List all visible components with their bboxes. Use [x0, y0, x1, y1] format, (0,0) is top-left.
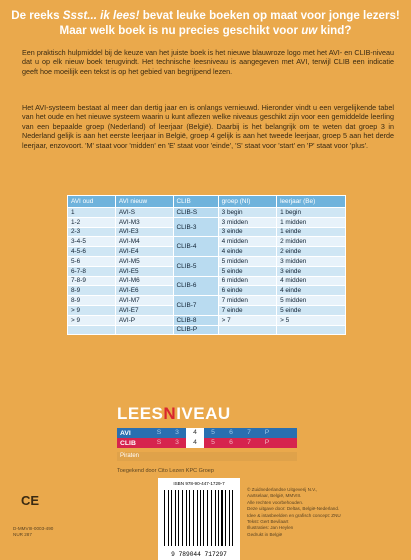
cell-leerjaar: 3 midden — [277, 256, 346, 266]
cell-avi-nieuw: AVI-M4 — [115, 237, 173, 247]
header-avi-oud: AVI oud — [68, 196, 116, 208]
cell-avi-oud: 1-2 — [68, 217, 116, 227]
barcode-stripe — [224, 490, 225, 546]
barcode-stripe — [182, 490, 184, 546]
isbn-barcode — [158, 478, 240, 560]
catalog-codes: D-MMVIII-0003-490 NUR 287 — [13, 526, 54, 537]
barcode-stripe — [227, 490, 228, 546]
cell-leerjaar: 4 einde — [277, 286, 346, 296]
table-row — [68, 237, 346, 247]
table-row — [68, 276, 346, 286]
level-scale — [117, 428, 297, 448]
leesniveau-logo: LEESNIVEAU — [117, 404, 231, 423]
barcode-stripe — [168, 490, 169, 546]
avi-comparison-table — [67, 195, 346, 335]
cell-avi-oud: 8-9 — [68, 286, 116, 296]
table-row — [68, 256, 346, 266]
cell-leerjaar: 2 einde — [277, 247, 346, 257]
series-name: Piraten — [117, 452, 297, 461]
cell-avi-oud: 7-8-9 — [68, 276, 116, 286]
barcode-stripe — [232, 490, 233, 546]
barcode-stripe — [197, 490, 198, 546]
cell-groep — [218, 325, 276, 335]
clib-selected-level: 4 — [186, 438, 204, 448]
barcode-stripe — [194, 490, 196, 546]
cell-avi-oud: 5-6 — [68, 256, 116, 266]
cell-avi-oud: 1 — [68, 208, 116, 218]
cell-avi-nieuw: AVI-M5 — [115, 256, 173, 266]
barcode-stripe — [220, 490, 221, 546]
barcode-stripe — [221, 490, 223, 546]
barcode-stripe — [175, 490, 176, 546]
cell-avi-nieuw: AVI-E6 — [115, 286, 173, 296]
barcode-icon — [164, 490, 234, 546]
cell-avi-nieuw: AVI-M3 — [115, 217, 173, 227]
cell-clib: CLIB-P — [173, 325, 218, 335]
barcode-stripe — [178, 490, 179, 546]
cell-avi-nieuw: AVI-S — [115, 208, 173, 218]
cell-avi-oud: 3-4-5 — [68, 237, 116, 247]
cell-clib: CLIB-3 — [173, 217, 218, 237]
barcode-stripe — [186, 490, 187, 546]
barcode-stripe — [191, 490, 192, 546]
avi-level-row: AVI S 3 4 5 6 7 P — [117, 428, 297, 438]
publisher-rights: © Zuidnederlandse Uitgeverij N.V., Aartselaar, België, MMVIII. Alle rechten voorbehouden. Deze uitgave door: Deltas, België-Nederland. Idee & intasbeelden en grafisch concept: ZNU Tekst: Gert Bevilaart Illustraties: Jan Heylen Gedrukt in België — [247, 487, 341, 537]
barcode-stripe — [200, 490, 201, 546]
barcode-stripe — [177, 490, 178, 546]
barcode-stripe — [184, 490, 185, 546]
barcode-stripe — [203, 490, 204, 546]
cell-avi-oud: 4-5-6 — [68, 247, 116, 257]
cell-groep: 6 einde — [218, 286, 276, 296]
barcode-stripe — [193, 490, 194, 546]
cell-avi-nieuw: AVI-E7 — [115, 305, 173, 315]
cell-avi-oud: 6-7-8 — [68, 266, 116, 276]
barcode-stripe — [218, 490, 219, 546]
cell-avi-nieuw: AVI-E4 — [115, 247, 173, 257]
cell-groep: 4 einde — [218, 247, 276, 257]
table-row — [68, 315, 346, 325]
table-row — [68, 325, 346, 335]
heading-line-2: Maar welk boek is nu precies geschikt voor uw kind? — [59, 24, 352, 37]
cell-clib: CLIB-8 — [173, 315, 218, 325]
cell-avi-nieuw: AVI-E5 — [115, 266, 173, 276]
avi-system-paragraph: Het AVI-systeem bestaat al meer dan dertig jaar en is onlangs vernieuwd. Hieronder vindt u een vergelijkende tabel van het oude en het nieuwe systeem waarin u kunt aflezen welke niveaus geschikt zijn voor een gemiddelde leerling van een bepaalde groep (Nederland) of leerjaar (België). Daarbij is het belangrijk om te weten dat groep 3 in Nederland gelijk is aan het eerste leerjaar in België, groep 4 gelijk is aan het tweede leerjaar, groep 5 aan het derde leerjaar, enzovoort. 'M' staat voor 'midden' en 'E' staat voor 'einde', 'S' staat voor 'start' en 'P' staat voor 'plus'. — [22, 103, 394, 150]
barcode-stripe — [216, 490, 217, 546]
table-row — [68, 217, 346, 227]
table-row — [68, 296, 346, 306]
isbn-number: 9 789044 717297 — [171, 551, 227, 558]
header-clib: CLIB — [173, 196, 218, 208]
cell-leerjaar: 4 midden — [277, 276, 346, 286]
cell-leerjaar: 1 einde — [277, 227, 346, 237]
barcode-stripe — [225, 490, 226, 546]
barcode-stripe — [169, 490, 170, 546]
cell-groep: 3 midden — [218, 217, 276, 227]
header-leerjaar: leerjaar (Be) — [277, 196, 346, 208]
cell-avi-nieuw — [115, 325, 173, 335]
cell-groep: 3 einde — [218, 227, 276, 237]
barcode-stripe — [164, 490, 165, 546]
cell-leerjaar: 1 begin — [277, 208, 346, 218]
barcode-stripe — [187, 490, 188, 546]
barcode-stripe — [198, 490, 199, 546]
cell-leerjaar: 1 midden — [277, 217, 346, 227]
cell-avi-oud: > 9 — [68, 315, 116, 325]
cell-avi-nieuw: AVI-P — [115, 315, 173, 325]
cell-leerjaar — [277, 325, 346, 335]
table-header-row — [68, 196, 346, 208]
cell-avi-nieuw: AVI-M6 — [115, 276, 173, 286]
barcode-stripe — [213, 490, 214, 546]
cell-leerjaar: 2 midden — [277, 237, 346, 247]
intro-paragraph: Een praktisch hulpmiddel bij de keuze van het juiste boek is het nieuwe blauwroze logo met het AVI- en CLIB-niveau dat u op elk nieuw boek terugvindt. Het technische leesniveau is aangegeven met AVI, terwijl CLIB een indicatie geeft hoe moeilijk een tekst is op het gebied van begrijpend lezen. — [22, 48, 394, 76]
heading-line-1: De reeks Ssst... ik lees! bevat leuke boeken op maat voor jonge lezers! — [11, 9, 400, 22]
cell-clib: CLIB-S — [173, 208, 218, 218]
cell-clib: CLIB-6 — [173, 276, 218, 296]
ce-mark-icon: CE — [21, 493, 40, 508]
barcode-stripe — [230, 490, 231, 546]
barcode-stripe — [166, 490, 167, 546]
cell-avi-oud — [68, 325, 116, 335]
cell-avi-nieuw: AVI-E3 — [115, 227, 173, 237]
barcode-stripe — [173, 490, 174, 546]
cell-leerjaar: > 5 — [277, 315, 346, 325]
cover-heading — [0, 8, 411, 38]
cell-leerjaar: 5 midden — [277, 296, 346, 306]
barcode-stripe — [202, 490, 203, 546]
header-avi-nieuw: AVI nieuw — [115, 196, 173, 208]
cell-groep: 5 midden — [218, 256, 276, 266]
cell-clib: CLIB-7 — [173, 296, 218, 316]
cell-avi-nieuw: AVI-M7 — [115, 296, 173, 306]
cell-clib: CLIB-4 — [173, 237, 218, 257]
barcode-stripe — [207, 490, 208, 546]
header-groep: groep (NI) — [218, 196, 276, 208]
barcode-stripe — [208, 490, 210, 546]
avi-selected-level: 4 — [186, 428, 204, 438]
clib-level-row: CLIB S 3 4 5 6 7 P — [117, 438, 297, 448]
cell-groep: 3 begin — [218, 208, 276, 218]
cell-groep: 4 midden — [218, 237, 276, 247]
cell-avi-oud: 8-9 — [68, 296, 116, 306]
cell-groep: 5 einde — [218, 266, 276, 276]
barcode-stripe — [180, 490, 181, 546]
barcode-stripe — [189, 490, 190, 546]
cell-groep: 6 midden — [218, 276, 276, 286]
barcode-stripe — [229, 490, 230, 546]
cell-groep: 7 midden — [218, 296, 276, 306]
cell-clib: CLIB-5 — [173, 256, 218, 276]
barcode-stripe — [234, 490, 235, 546]
isbn-label: ISBN 978-90-447-1729-7 — [173, 481, 225, 486]
cell-avi-oud: > 9 — [68, 305, 116, 315]
cell-groep: 7 einde — [218, 305, 276, 315]
cell-leerjaar: 3 einde — [277, 266, 346, 276]
cell-groep: > 7 — [218, 315, 276, 325]
certification-note: Toegekend door Cito Lezen KPC Groep — [117, 468, 214, 474]
table-row — [68, 208, 346, 218]
barcode-stripe — [215, 490, 216, 546]
barcode-stripe — [205, 490, 206, 546]
cell-leerjaar: 5 einde — [277, 305, 346, 315]
cell-avi-oud: 2-3 — [68, 227, 116, 237]
barcode-stripe — [171, 490, 173, 546]
barcode-stripe — [211, 490, 212, 546]
